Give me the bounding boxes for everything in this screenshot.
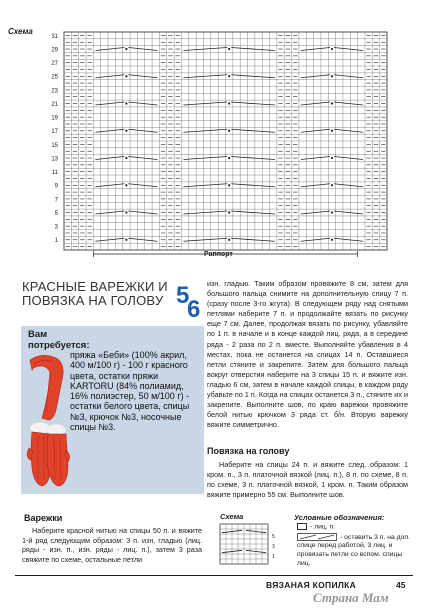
row-label: 15 <box>51 142 58 149</box>
cable-dot <box>228 239 230 241</box>
cable-dot <box>125 157 127 159</box>
legend-item-cable <box>297 533 415 568</box>
cable-dot <box>228 102 230 104</box>
knit-symbol-icon <box>297 523 307 530</box>
cable-dot <box>331 75 333 77</box>
small-row-label: 3 <box>272 544 275 550</box>
site-watermark: Страна Мам <box>313 590 389 605</box>
row-label: 5 <box>54 210 58 217</box>
footer-rule <box>15 575 413 576</box>
legend-item-knit <box>297 523 335 530</box>
cable-dot <box>228 75 230 77</box>
row-label: 13 <box>51 156 58 163</box>
small-row-label: 5 <box>272 534 275 540</box>
cable-dot <box>228 184 230 186</box>
article-number <box>176 282 204 322</box>
row-label: 23 <box>51 88 58 95</box>
cable-dot <box>331 48 333 50</box>
row-label: 19 <box>51 115 58 122</box>
row-label: 25 <box>51 74 58 81</box>
rapport-label: Раппорт <box>204 251 233 258</box>
row-label: 27 <box>51 61 58 68</box>
cable-dot <box>228 157 230 159</box>
cable-dot <box>331 157 333 159</box>
materials-heading: Вам потребуется: <box>28 329 90 351</box>
legend-title: Условные обозначения: <box>294 513 385 522</box>
number-six: 6 <box>187 296 201 323</box>
row-label: 3 <box>54 224 58 231</box>
cable-symbol-icon <box>297 533 337 541</box>
materials-text: пряжа «Беби» (100% акрил, 400 м/100 г) - 100 г красного цвета, остатки пряжи KARTORU (84% полиамид, 16% полиэстер, 50 м/100 г) - остатки белого цвета, спицы №3, крючок №3, носочные спицы №3. <box>70 350 190 433</box>
cable-dot <box>125 239 127 241</box>
page-number: 45 <box>396 580 406 590</box>
row-label: 31 <box>51 33 58 40</box>
cable-dot <box>125 102 127 104</box>
cable-dot <box>228 130 230 132</box>
small-row-label: 1 <box>272 554 275 560</box>
mittens-heading: Варежки <box>24 513 63 523</box>
row-label: 11 <box>51 170 58 177</box>
chart-title: Схема <box>8 27 33 36</box>
cable-dot <box>125 130 127 132</box>
row-label: 21 <box>51 101 58 108</box>
headband-heading: Повязка на голову <box>207 446 290 456</box>
mittens-photo <box>26 350 72 495</box>
instructions-continued: изн. гладью. Таким образом провяжите 8 см, затем для большого пальца снимите на дополнительную спицу 7 п. (сразу после 3-го жгута). В следующем ряду над снятыми петлями наберите 7 п. и продолжайте вязать по рисунку еще 7 см. Далее, продолжая вязать по рисунку, убавляйте по 1 п. в начале и в конце каждой лиц. ряда, а в середине ряда - 2 раза по 2 п. вместе. Выполняйте убавления в 4 местах, пока не останется на спицах 14 п. Оставшиеся петли стяните и закрепите. Затем для большого пальца вокруг отверстия наберите на 3 спицы 15 п. и вяжите изн. гладью 6 см, затем в начале каждой спицы, в каждом ряду убавьте по 1 п. Когда на спицах останется 3 п., стяните их и закрепите. Выполните шов, по краю варежки провяжите белой нитью крючком 3 ряда ст. б/н. Вторую варежку вяжите симметрично. <box>207 279 408 430</box>
cable-dot <box>331 239 333 241</box>
cable-dot <box>331 211 333 213</box>
small-chart-title: Схема <box>220 512 244 521</box>
cable-dot <box>125 211 127 213</box>
row-label: 29 <box>51 47 58 54</box>
cable-dot <box>125 48 127 50</box>
row-label: 17 <box>51 129 58 136</box>
knitting-chart <box>0 0 429 265</box>
legend-item-cable-label: - оставить 3 п. на доп. спице перед работой, 3 лиц. и провязать петли со вспом. спицы лиц. <box>297 533 410 567</box>
cable-dot <box>125 75 127 77</box>
legend-item-knit-label: - лиц. п. <box>310 523 336 531</box>
cable-dot <box>228 211 230 213</box>
cable-dot <box>228 48 230 50</box>
magazine-name: ВЯЗАНАЯ КОПИЛКА <box>266 580 357 590</box>
article-title: КРАСНЫЕ ВАРЕЖКИ И ПОВЯЗКА НА ГОЛОВУ <box>22 279 168 308</box>
row-label: 9 <box>54 183 58 190</box>
cable-dot <box>331 130 333 132</box>
mittens-text: Наберите красной нитью на спицы 50 п. и вяжите 1-й ряд следующим образом: 3 п. изн. гладью (лиц. ряды - изн. п., изн. ряды - лиц. п.), затем 3 раза свяжите по схеме, остальные петли <box>22 526 202 564</box>
cable-dot <box>125 184 127 186</box>
row-label: 1 <box>54 238 58 245</box>
cable-dot <box>331 184 333 186</box>
row-label: 7 <box>54 197 58 204</box>
headband-text: Наберите на спицы 24 п. и вяжите след. образом: 1 кром. п., 3 п. платочной вязкой (лиц. п.), 8 п. по схеме, 8 п. по схеме, 3 п. платочной вязкой, 1 кром. п. Таким образом вяжите примерно 55 см. Выполните шов. <box>207 460 408 499</box>
headband-image <box>30 355 63 420</box>
cable-dot <box>331 102 333 104</box>
number-five: 5 <box>176 282 190 309</box>
small-chart <box>218 520 284 572</box>
